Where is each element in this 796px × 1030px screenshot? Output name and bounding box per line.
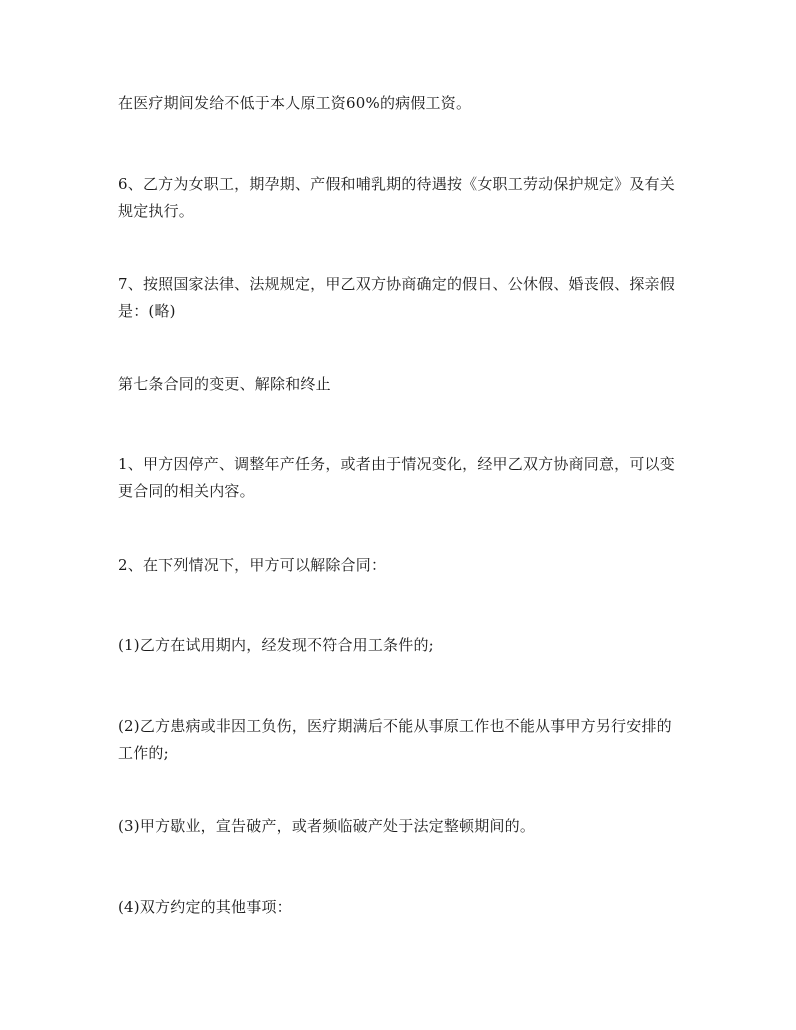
paragraph-sub-4: (4)双方约定的其他事项：: [118, 898, 292, 916]
paragraph-item-7: 7、按照国家法律、法规规定，甲乙双方协商确定的假日、公休假、婚丧假、探亲假是：(略): [118, 275, 675, 320]
paragraph-sub-3: (3)甲方歇业，宣告破产，或者频临破产处于法定整顿期间的。: [118, 817, 536, 835]
paragraph-sick-pay: 在医疗期间发给不低于本人原工资60%的病假工资。: [118, 94, 472, 112]
section-heading-article-7: 第七条合同的变更、解除和终止: [118, 375, 331, 393]
paragraph-sub-2: (2)乙方患病或非因工负伤，医疗期满后不能从事原工作也不能从事甲方另行安排的工作的;: [118, 717, 672, 762]
paragraph-item-6: 6、乙方为女职工，期孕期、产假和哺乳期的待遇按《女职工劳动保护规定》及有关规定执行。: [118, 175, 675, 220]
paragraph-item-2: 2、在下列情况下，甲方可以解除合同：: [118, 556, 387, 574]
paragraph-item-1: 1、甲方因停产、调整年产任务，或者由于情况变化，经甲乙双方协商同意，可以变更合同的相关内容。: [118, 455, 675, 500]
paragraph-sub-1: (1)乙方在试用期内，经发现不符合用工条件的;: [118, 636, 434, 654]
